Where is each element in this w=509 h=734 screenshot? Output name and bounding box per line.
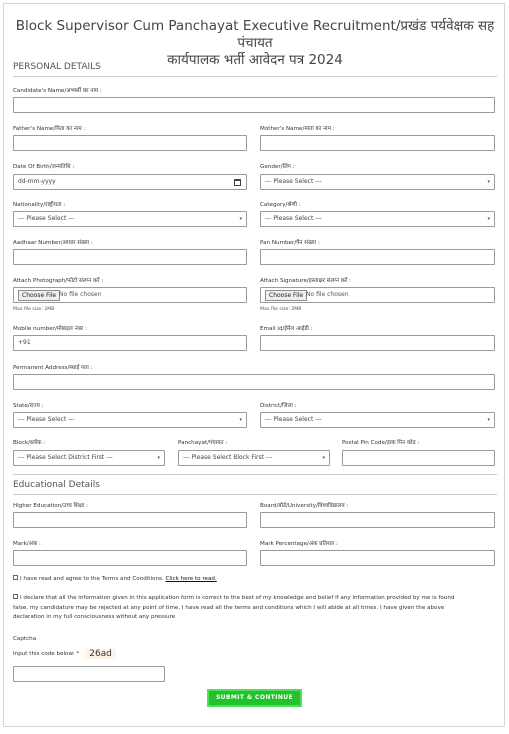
captcha-title: Captcha: [13, 636, 37, 642]
state-select-value: --- Please Select ---: [18, 416, 75, 423]
panchayat-select[interactable]: [178, 450, 330, 466]
block-label: Block/ब्लॉक :: [13, 440, 46, 446]
mobile-label: Mobile number/मोबाइल नंबर :: [13, 326, 87, 332]
mobile-input[interactable]: +91: [13, 335, 247, 351]
mother-name-input[interactable]: [260, 135, 495, 151]
captcha-code: 26ad: [85, 649, 116, 659]
district-label: District/जिला :: [260, 403, 297, 409]
state-select[interactable]: [13, 412, 247, 428]
pan-label: Pan Number/पैन संख्या :: [260, 240, 320, 246]
aadhaar-label: Aadhaar Number/आधार संख्या :: [13, 240, 93, 246]
declaration-line-2: false, my candidature may be rejected at any point of time. I have read all the terms and conditions which I will abide at all times. I have given the above: [13, 604, 445, 611]
captcha-input[interactable]: [13, 666, 165, 682]
section-divider: [13, 474, 497, 475]
pincode-label: Postal Pin Code/डाक पिन कोड :: [342, 440, 420, 446]
signature-size-hint: Max file size: 2MB: [260, 307, 302, 312]
declaration-row: [13, 594, 497, 623]
panchayat-label: Panchayat/पंचायत :: [178, 440, 228, 446]
chevron-down-icon: ▾: [487, 179, 490, 185]
signature-no-file-text: No file chosen: [306, 291, 349, 298]
dob-label: Date Of Birth/जन्मतिथि :: [13, 164, 75, 170]
address-label: Permanent Address/स्थाई पता :: [13, 365, 93, 371]
district-select-value: --- Please Select ---: [265, 416, 322, 423]
mark-label: Mark/अंक :: [13, 541, 41, 547]
father-name-label: Father's Name/पिता का नाम :: [13, 126, 86, 132]
chevron-down-icon: ▾: [487, 417, 490, 423]
educational-details-heading: Educational Details: [13, 480, 100, 490]
email-input[interactable]: [260, 335, 495, 351]
gender-select[interactable]: [260, 174, 495, 190]
higher-education-input[interactable]: [13, 512, 247, 528]
captcha-prompt-row: [13, 649, 116, 659]
chevron-down-icon: ▾: [239, 417, 242, 423]
mark-input[interactable]: [13, 550, 247, 566]
section-divider: [13, 76, 497, 77]
chevron-down-icon: ▾: [157, 455, 160, 461]
category-label: Category/श्रेणी :: [260, 202, 301, 208]
gender-select-value: --- Please Select ---: [265, 178, 322, 185]
candidate-name-label: Candidate's Name/अभ्यर्थी का नाम :: [13, 88, 102, 94]
district-select[interactable]: [260, 412, 495, 428]
section-divider: [13, 494, 497, 495]
board-label: Board/बोर्ड/University/विश्वविद्यालय :: [260, 503, 349, 509]
email-label: Email id/ईमेल आईडी :: [260, 326, 313, 332]
photo-choose-file-button[interactable]: Choose File: [18, 290, 60, 301]
signature-label: Attach Signature/हस्ताक्षर संलग्न करें :: [260, 278, 351, 284]
signature-file-input[interactable]: [260, 287, 495, 303]
declaration-checkbox[interactable]: [13, 594, 18, 599]
photo-no-file-text: No file chosen: [59, 291, 102, 298]
nationality-label: Nationality/राष्ट्रीयता :: [13, 202, 66, 208]
gender-label: Gender/लिंग :: [260, 164, 295, 170]
form-title-line-2: कार्यपालक भर्ती आवेदन पत्र 2024: [167, 52, 343, 68]
category-select[interactable]: [260, 211, 495, 227]
terms-checkbox[interactable]: [13, 575, 18, 580]
terms-row: [13, 575, 217, 585]
declaration-line-1: I declare that all the information given in this application form is correct to the best of my knowledge and belief if any information provided by me is found: [20, 595, 455, 601]
terms-text: I have read and agree to the Terms and Conditions.: [20, 576, 164, 582]
block-select[interactable]: [13, 450, 165, 466]
chevron-down-icon: ▾: [487, 216, 490, 222]
pan-input[interactable]: [260, 249, 495, 265]
photo-size-hint: Max file size: 2MB: [13, 307, 55, 312]
board-input[interactable]: [260, 512, 495, 528]
father-name-input[interactable]: [13, 135, 247, 151]
photo-label: Attach Photograph/फोटो संलग्न करें :: [13, 278, 104, 284]
calendar-icon[interactable]: [234, 179, 241, 186]
captcha-prompt: Input this code below: *: [13, 651, 80, 657]
terms-link[interactable]: Click here to read.: [165, 576, 217, 582]
dob-placeholder: dd-mm-yyyy: [18, 178, 56, 185]
dob-input[interactable]: [13, 174, 247, 190]
nationality-select-value: --- Please Select ---: [18, 215, 75, 222]
mother-name-label: Mother's Name/माता का नाम :: [260, 126, 335, 132]
address-input[interactable]: [13, 374, 495, 390]
mark-percentage-label: Mark Percentage/अंक प्रतिशत :: [260, 541, 338, 547]
form-title-line-1: Block Supervisor Cum Panchayat Executive Recruitment/प्रखंड पर्यवेक्षक सह पंचायत: [15, 18, 495, 51]
candidate-name-input[interactable]: [13, 97, 495, 113]
submit-continue-button[interactable]: SUBMIT & CONTINUE: [207, 689, 302, 707]
nationality-select[interactable]: [13, 211, 247, 227]
panchayat-select-value: --- Please Select Block First ---: [183, 454, 273, 461]
signature-choose-file-button[interactable]: Choose File: [265, 290, 307, 301]
photo-file-input[interactable]: [13, 287, 247, 303]
declaration-line-3: declaration in my full consciousness without any pressure: [13, 614, 176, 620]
chevron-down-icon: ▾: [239, 216, 242, 222]
aadhaar-input[interactable]: [13, 249, 247, 265]
chevron-down-icon: ▾: [322, 455, 325, 461]
mark-percentage-input[interactable]: [260, 550, 495, 566]
state-label: State/राज्य :: [13, 403, 44, 409]
pincode-input[interactable]: [342, 450, 495, 466]
application-form: [3, 3, 505, 727]
category-select-value: --- Please Select ---: [265, 215, 322, 222]
personal-details-heading: PERSONAL DETAILS: [13, 62, 101, 72]
higher-education-label: Higher Education/उच्च शिक्षा :: [13, 503, 88, 509]
block-select-value: --- Please Select District First ---: [18, 454, 113, 461]
